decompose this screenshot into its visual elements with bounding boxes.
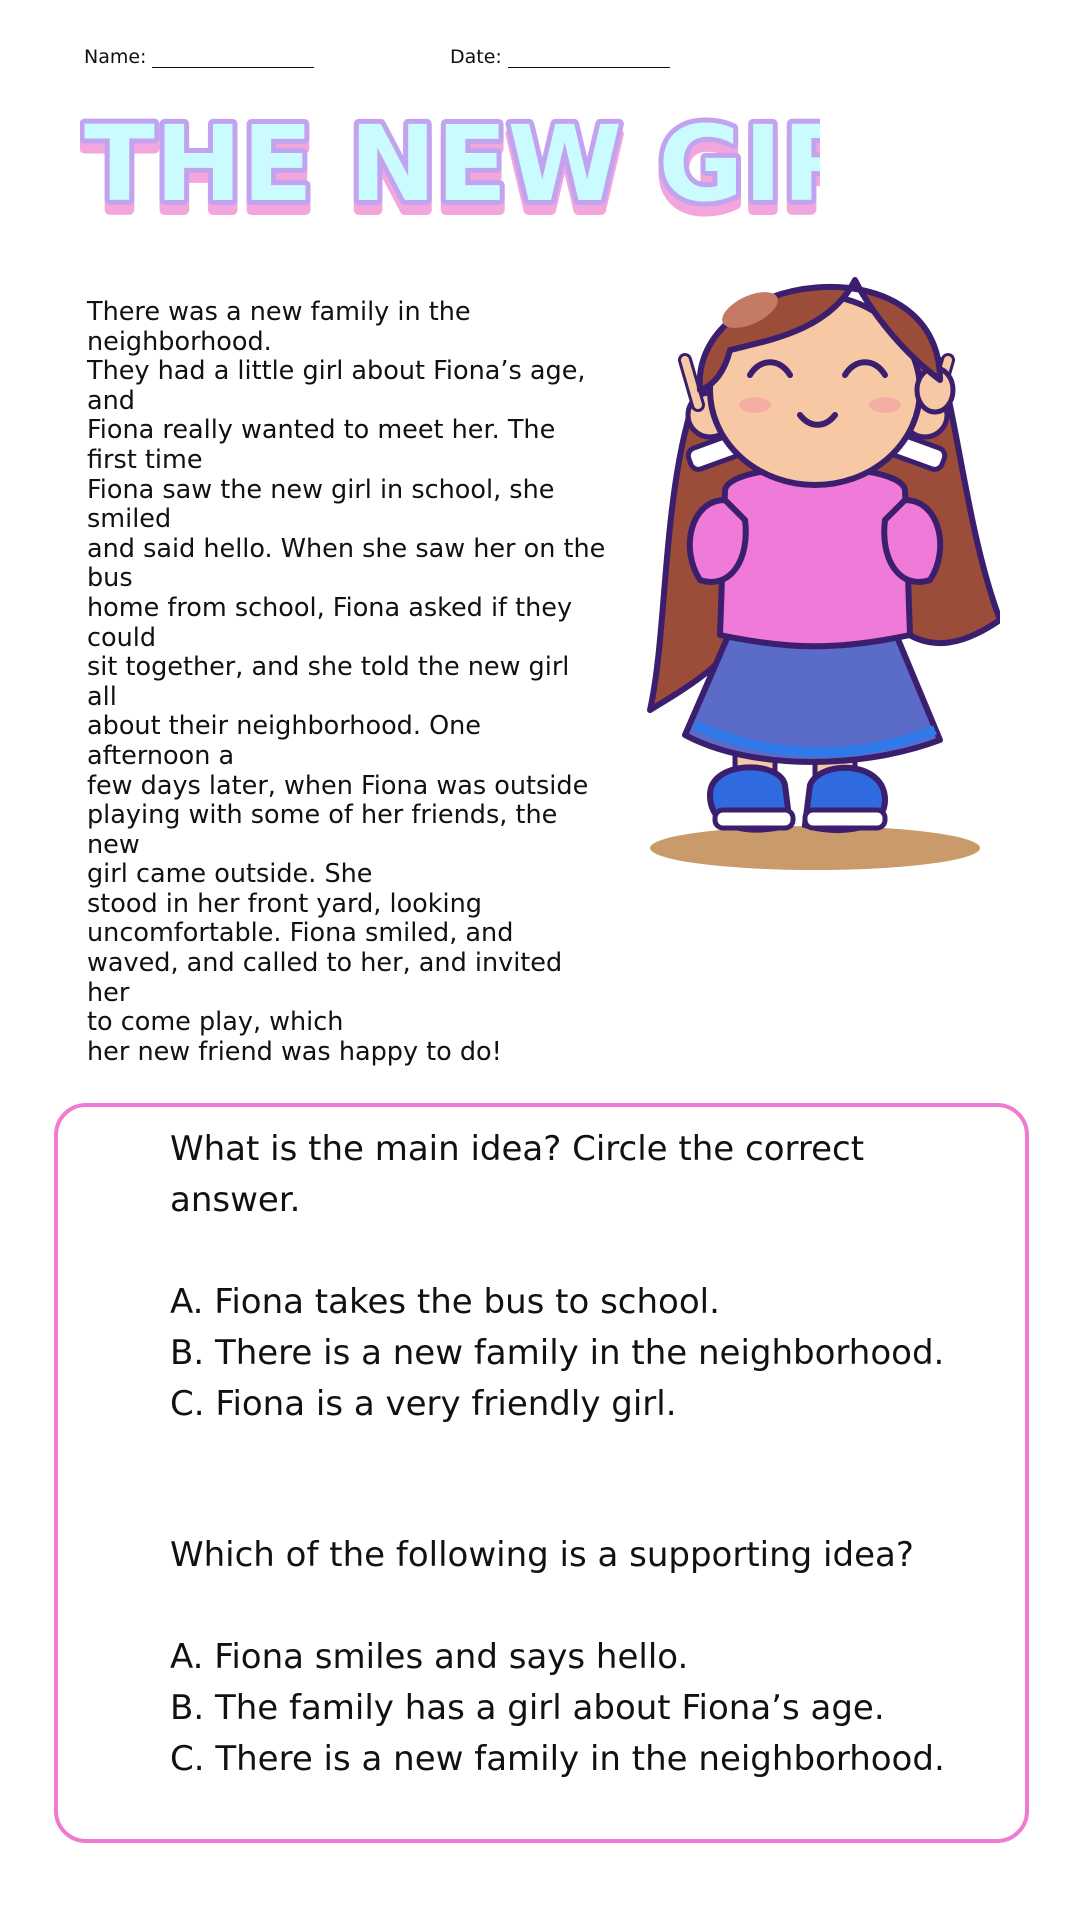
question-2-options <box>170 1632 945 1785</box>
question-1-prompt: What is the main idea? Circle the correct answer. <box>170 1129 865 1220</box>
date-field[interactable] <box>450 46 670 68</box>
story-line: few days later, when Fiona was outside <box>87 770 589 801</box>
story-line: waved, and called to her, and invited her <box>87 948 563 1008</box>
question-2-option-b[interactable]: B. The family has a girl about Fiona’s age. <box>170 1688 885 1728</box>
story-line: to come play, which <box>87 1007 344 1038</box>
question-2-option-a[interactable]: A. Fiona smiles and says hello. <box>170 1637 689 1677</box>
story-line: about their neighborhood. One afternoon a <box>87 711 481 771</box>
story-text <box>87 298 607 1067</box>
story-line: Fiona really wanted to meet her. The first time <box>87 415 556 475</box>
date-label: Date: <box>450 46 502 68</box>
story-line: There was a new family in the neighborhood. <box>87 297 471 357</box>
question-2-prompt: Which of the following is a supporting idea? <box>170 1535 914 1575</box>
name-field[interactable] <box>84 46 314 68</box>
girl-illustration <box>640 240 1000 880</box>
question-2-option-c[interactable]: C. There is a new family in the neighborhood. <box>170 1739 945 1779</box>
title-outline-text: THE NEW GI <box>84 103 783 225</box>
title-shadow-text: THE NEW GI <box>84 113 783 230</box>
story-line: home from school, Fiona asked if they could <box>87 592 573 653</box>
question-1-option-c[interactable]: C. Fiona is a very friendly girl. <box>170 1384 677 1424</box>
story-line: her new friend was happy to do! <box>87 1036 502 1067</box>
story-line: They had a little girl about Fiona’s age, and <box>87 356 586 416</box>
question-1-options <box>170 1277 944 1430</box>
title-art <box>80 100 820 230</box>
name-label: Name: <box>84 46 147 68</box>
girl-peace-sign-icon <box>640 240 1000 880</box>
story-line: sit together, and she told the new girl all <box>87 652 570 712</box>
name-blank-line[interactable] <box>152 47 314 68</box>
page-title <box>80 100 820 230</box>
story-line: stood in her front yard, looking <box>87 888 482 919</box>
story-line: playing with some of her friends, the new <box>87 800 558 860</box>
story-line: uncomfortable. Fiona smiled, and <box>87 918 514 949</box>
question-1-option-b[interactable]: B. There is a new family in the neighborhood. <box>170 1333 945 1373</box>
story-line: Fiona saw the new girl in school, she smiled <box>87 474 555 535</box>
date-blank-line[interactable] <box>508 47 670 68</box>
story-line: and said hello. When she saw her on the bus <box>87 533 606 594</box>
question-1-option-a[interactable]: A. Fiona takes the bus to school. <box>170 1282 720 1322</box>
story-line: girl came outside. She <box>87 859 373 890</box>
title-main-text: THE NEW GI <box>84 103 783 225</box>
